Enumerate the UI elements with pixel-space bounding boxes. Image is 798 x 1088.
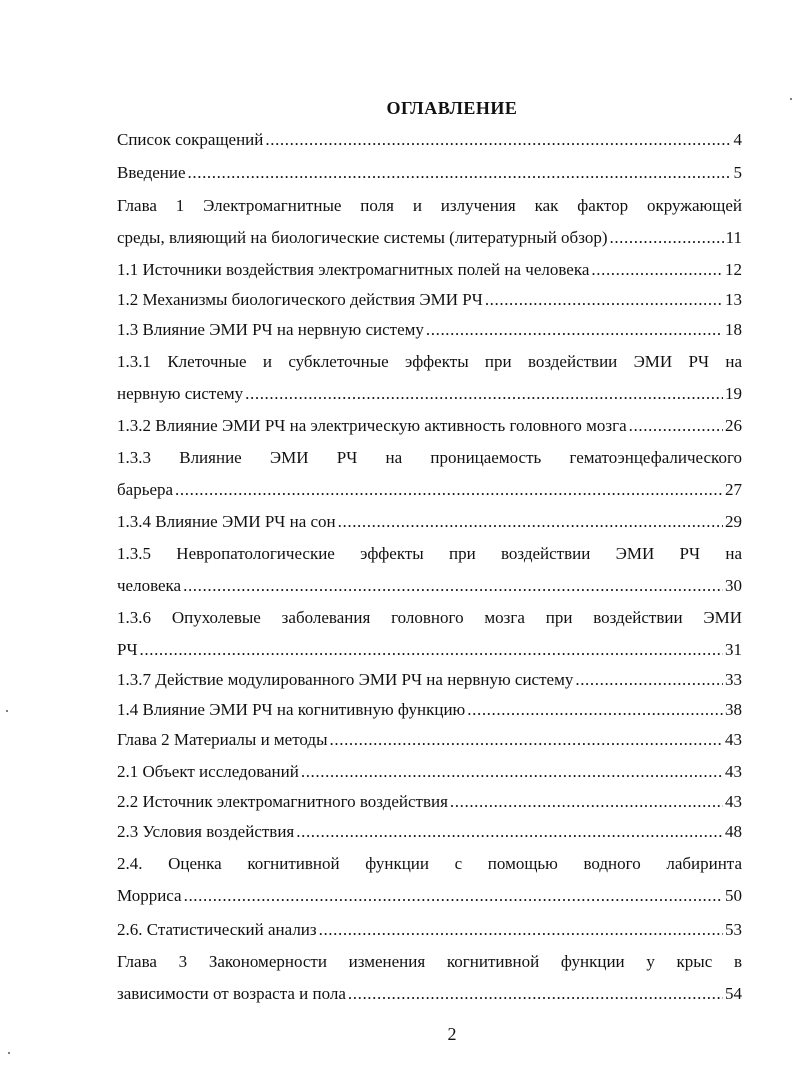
toc-entry-line: 1.3.1 Клеточные и субклеточные эффекты при воздействии ЭМИ РЧ на [117, 352, 742, 371]
toc-entry-title: 1.3.2 Влияние ЭМИ РЧ на электрическую активность головного мозга [117, 416, 627, 435]
toc-entry-page: 38 [725, 700, 742, 719]
toc-entry[interactable] [117, 698, 742, 722]
toc-entry[interactable] [117, 478, 742, 502]
toc-entry-page: 54 [725, 984, 742, 1003]
page-title: ОГЛАВЛЕНИЕ [386, 98, 518, 118]
toc-entry[interactable] [117, 982, 742, 1006]
toc-entry-page: 53 [725, 920, 742, 939]
toc-entry[interactable] [117, 668, 742, 692]
toc-entry-page: 27 [725, 480, 742, 499]
toc-entry[interactable] [117, 510, 742, 534]
toc-leader-dots [609, 226, 723, 250]
toc-entry-page: 4 [733, 130, 742, 149]
toc-entry[interactable] [117, 728, 742, 752]
toc-leader-dots [575, 668, 723, 692]
toc-entry-title: 1.3 Влияние ЭМИ РЧ на нервную систему [117, 320, 424, 339]
toc-leader-dots [338, 510, 723, 534]
scan-speck [6, 710, 8, 712]
toc-leader-dots [319, 918, 723, 942]
toc-entry-line: 1.3.5 Невропатологические эффекты при воздействии ЭМИ РЧ на [117, 544, 742, 563]
toc-entry[interactable] [117, 574, 742, 598]
toc-entry-page: 18 [725, 320, 742, 339]
toc-entry-title: 1.1 Источники воздействия электромагнитных полей на человека [117, 260, 590, 279]
toc-leader-dots [245, 382, 723, 406]
toc-leader-dots [265, 128, 731, 152]
toc-entry-page: 5 [733, 163, 742, 182]
toc-entry[interactable] [117, 820, 742, 844]
toc-entry-title: среды, влияющий на биологические системы (литературный обзор) [117, 228, 608, 247]
toc-entry[interactable] [117, 161, 742, 185]
toc-entry[interactable] [117, 226, 742, 250]
toc-entry-title: Список сокращений [117, 130, 264, 149]
toc-entry-line: Глава 1 Электромагнитные поля и излучения как фактор окружающей [117, 196, 742, 215]
toc-leader-dots [467, 698, 723, 722]
toc-leader-dots [450, 790, 723, 814]
toc-entry-title: 2.1 Объект исследований [117, 762, 299, 781]
toc-entry-title: Морриса [117, 886, 182, 905]
toc-entry[interactable] [117, 790, 742, 814]
toc-entry-page: 43 [725, 792, 742, 811]
toc-entry-page: 29 [725, 512, 742, 531]
toc-entry[interactable] [117, 288, 742, 312]
toc-entry-title: РЧ [117, 640, 138, 659]
toc-leader-dots [629, 414, 723, 438]
toc-leader-dots [301, 760, 723, 784]
toc-entry[interactable] [117, 638, 742, 662]
scan-speck [8, 1052, 10, 1054]
toc-entry[interactable] [117, 318, 742, 342]
toc-leader-dots [591, 258, 723, 282]
toc-entry-title: зависимости от возраста и пола [117, 984, 346, 1003]
toc-entry-page: 26 [725, 416, 742, 435]
toc-entry-page: 43 [725, 730, 742, 749]
toc-leader-dots [184, 884, 723, 908]
toc-entry-title: 2.6. Статистический анализ [117, 920, 317, 939]
toc-entry-line: 1.3.6 Опухолевые заболевания головного мозга при воздействии ЭМИ [117, 608, 742, 627]
toc-entry[interactable] [117, 414, 742, 438]
toc-entry-page: 31 [725, 640, 742, 659]
toc-entry-title: 2.2 Источник электромагнитного воздействия [117, 792, 448, 811]
toc-leader-dots [188, 161, 732, 185]
toc-entry-page: 48 [725, 822, 742, 841]
toc-leader-dots [426, 318, 723, 342]
toc-entry-page: 43 [725, 762, 742, 781]
toc-entry[interactable] [117, 884, 742, 908]
toc-entry-title: 2.3 Условия воздействия [117, 822, 295, 841]
toc-entry-line: Глава 3 Закономерности изменения когнитивной функции у крыс в [117, 952, 742, 971]
page-number: 2 [447, 1024, 457, 1044]
toc-entry-title: Введение [117, 163, 186, 182]
toc-leader-dots [296, 820, 723, 844]
toc-entry-line: 1.3.3 Влияние ЭМИ РЧ на проницаемость гематоэнцефалического [117, 448, 742, 467]
toc-leader-dots [140, 638, 723, 662]
toc-entry-page: 13 [725, 290, 742, 309]
toc-entry-page: 30 [725, 576, 742, 595]
toc-entry[interactable] [117, 382, 742, 406]
toc-entry-page: 19 [725, 384, 742, 403]
toc-entry[interactable] [117, 128, 742, 152]
toc-entry-title: 1.4 Влияние ЭМИ РЧ на когнитивную функцию [117, 700, 466, 719]
toc-entry-page: 50 [725, 886, 742, 905]
toc-entry-title: 1.3.7 Действие модулированного ЭМИ РЧ на нервную систему [117, 670, 574, 689]
toc-entry-title: 1.2 Механизмы биологического действия ЭМИ РЧ [117, 290, 483, 309]
toc-leader-dots [183, 574, 723, 598]
toc-entry[interactable] [117, 760, 742, 784]
toc-entry-title: человека [117, 576, 182, 595]
toc-entry-page: 33 [725, 670, 742, 689]
toc-entry-title: нервную систему [117, 384, 244, 403]
toc-leader-dots [348, 982, 723, 1006]
toc-entry-line: 2.4. Оценка когнитивной функции с помощью водного лабиринта [117, 854, 742, 873]
toc-entry-page: 11 [725, 228, 742, 247]
toc-leader-dots [485, 288, 723, 312]
toc-entry-title: барьера [117, 480, 174, 499]
toc-entry-page: 12 [725, 260, 742, 279]
toc-entry-title: 1.3.4 Влияние ЭМИ РЧ на сон [117, 512, 336, 531]
toc-leader-dots [175, 478, 723, 502]
toc-entry-title: Глава 2 Материалы и методы [117, 730, 328, 749]
toc-entry[interactable] [117, 918, 742, 942]
toc-entry[interactable] [117, 258, 742, 282]
scan-speck [790, 98, 792, 100]
toc-leader-dots [330, 728, 723, 752]
